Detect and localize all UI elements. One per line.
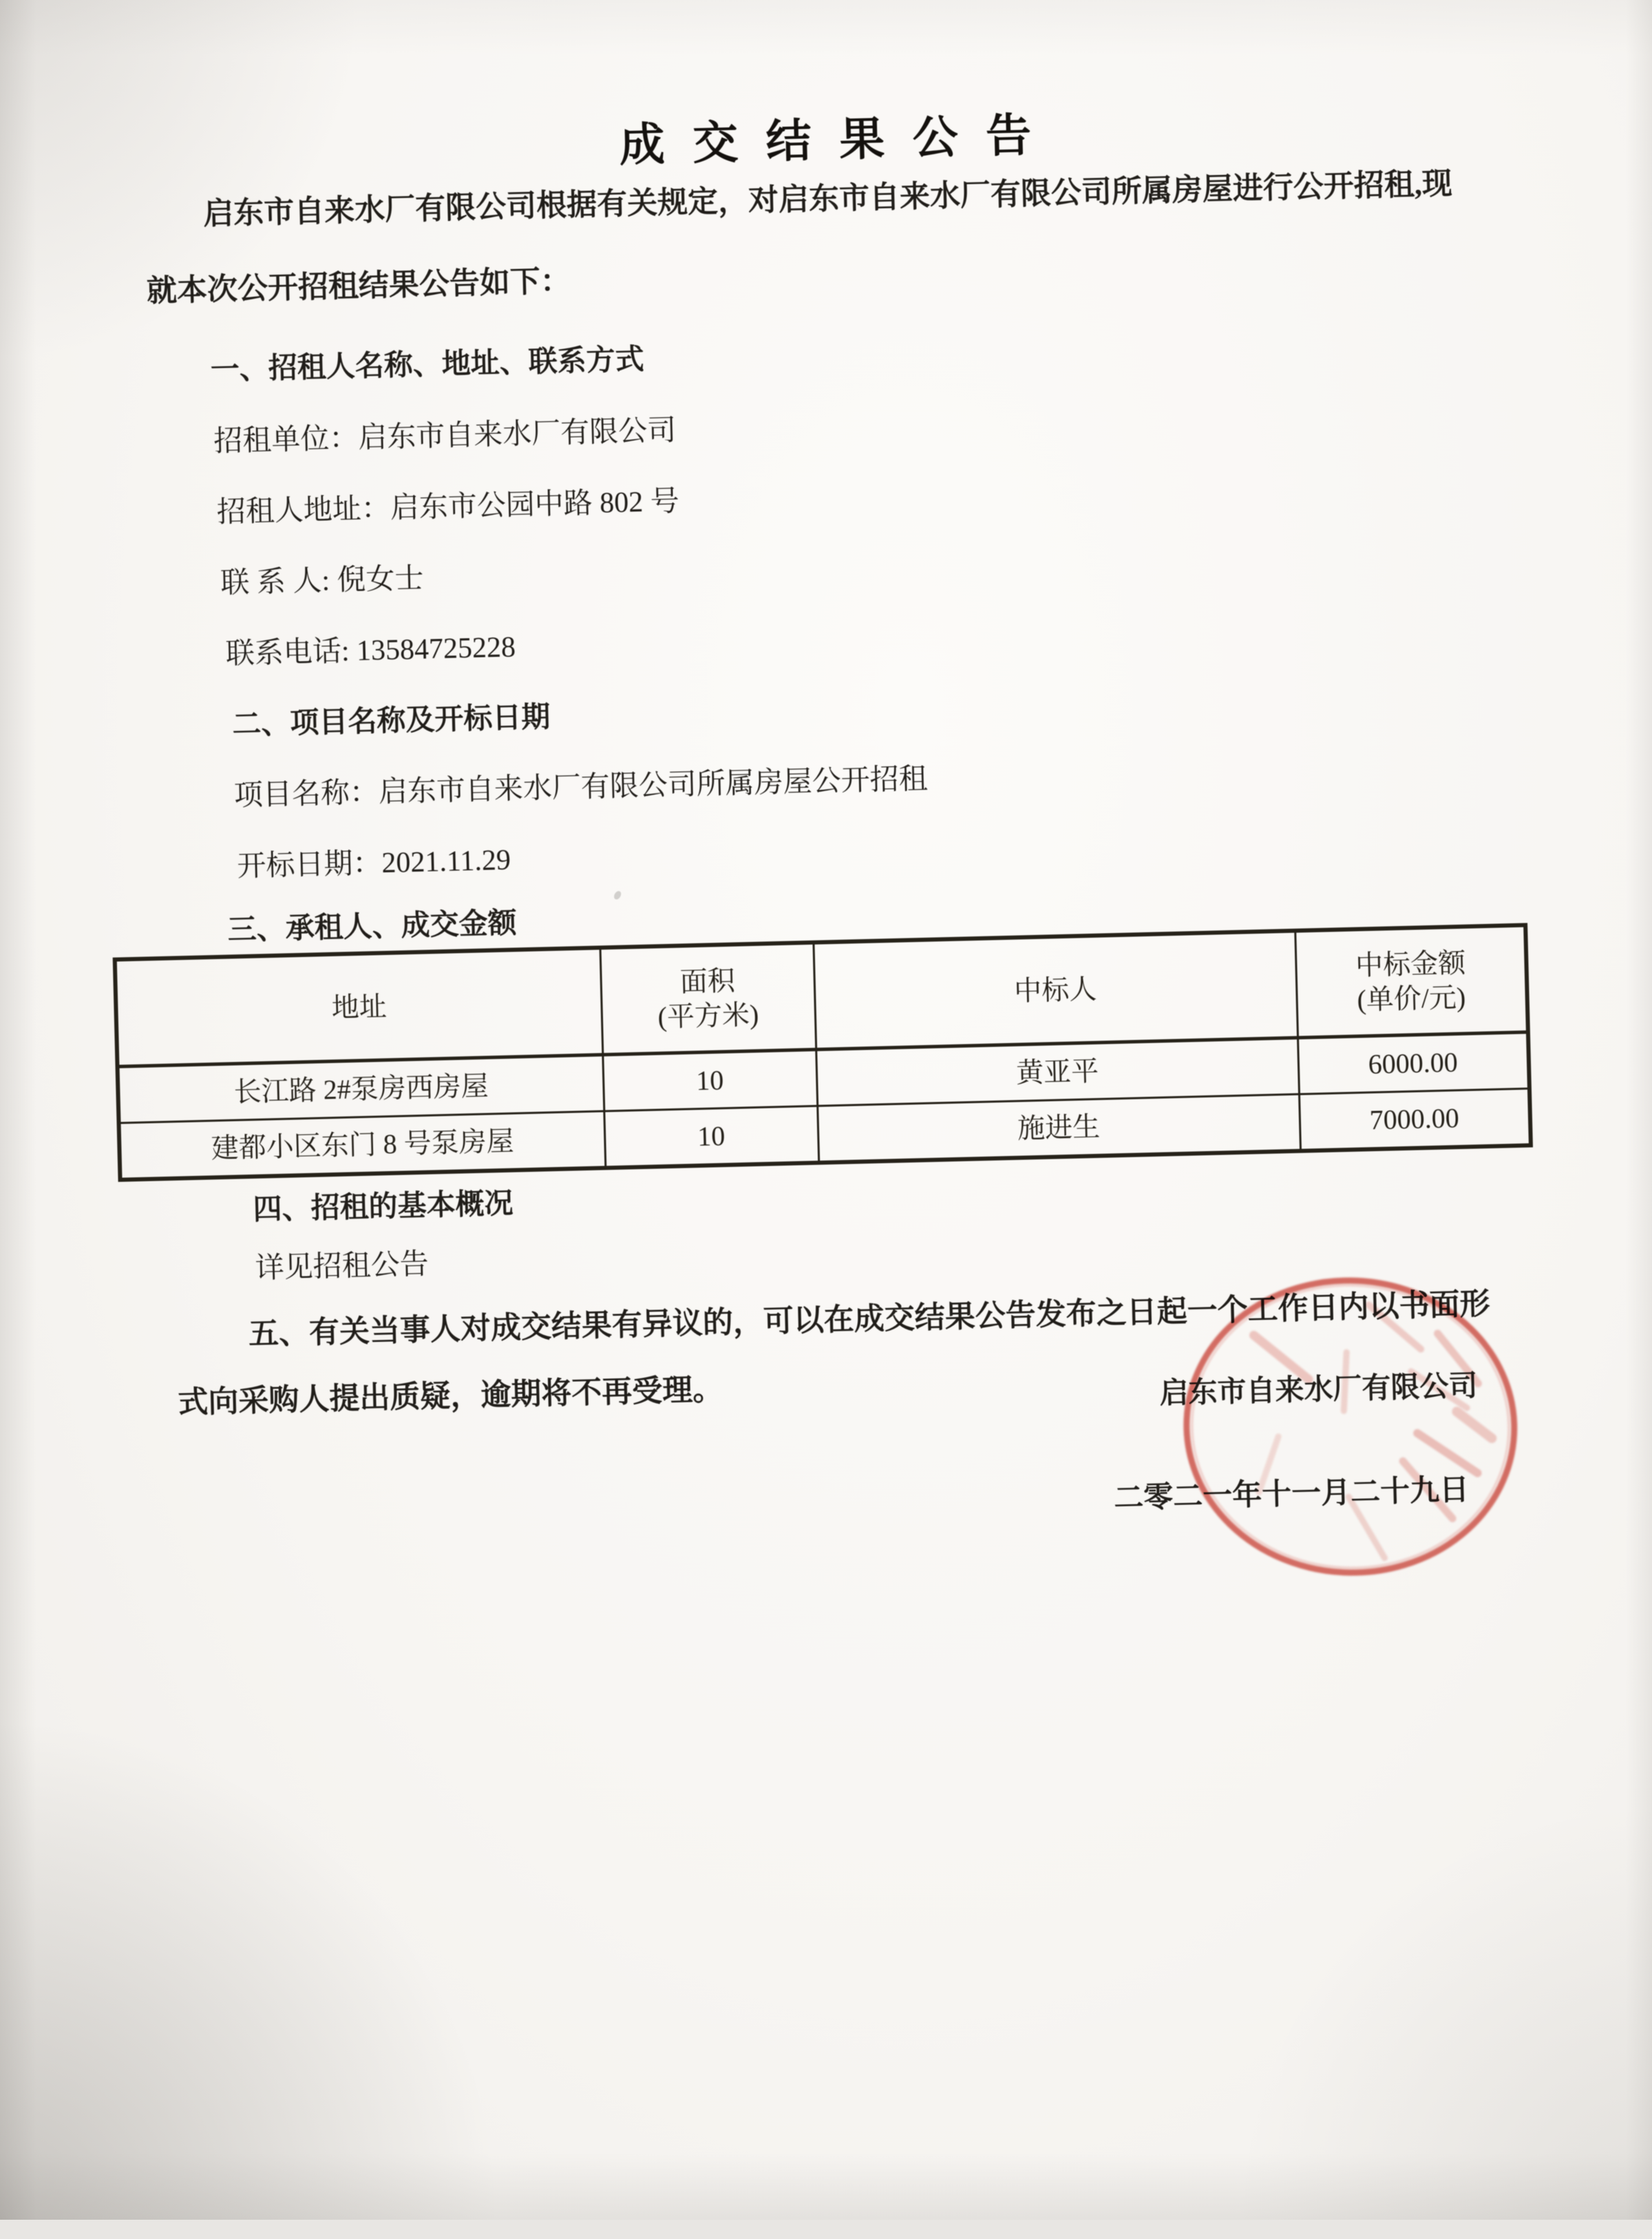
cell-winner: 施进生 <box>817 1094 1300 1163</box>
seal-smudges <box>1253 1302 1495 1561</box>
lessor-address: 招租人地址：启东市公园中路 802 号 <box>216 485 680 529</box>
cell-address: 长江路 2#泵房西房屋 <box>118 1055 604 1123</box>
col-header-address-label: 地址 <box>331 991 388 1023</box>
signature-date: 二零二一年十一月二十九日 <box>1113 1473 1470 1515</box>
project-name: 项目名称：启东市自来水厂有限公司所属房屋公开招租 <box>233 763 929 812</box>
col-header-area <box>600 943 816 1055</box>
section1-heading: 一、招租人名称、地址、联系方式 <box>210 344 645 386</box>
pencil-mark <box>613 890 622 901</box>
document-title: 成 交 结 果 公 告 <box>618 110 1041 171</box>
intro-line-2: 就本次公开招租结果公告如下： <box>146 264 571 308</box>
col-header-amount-line1: 中标金额 <box>1355 947 1466 981</box>
section2-heading: 二、项目名称及开标日期 <box>231 702 551 742</box>
section5-line-1: 五、有关当事人对成交结果有异议的，可以在成交结果公告发布之日起一个工作日内以书面形 <box>248 1287 1491 1352</box>
section4-body: 详见招租公告 <box>255 1248 430 1285</box>
section5-line-2: 式向采购人提出质疑，逾期将不再受理。 <box>177 1372 723 1420</box>
cell-winner: 黄亚平 <box>816 1038 1299 1106</box>
intro-line-1: 启东市自来水厂有限公司根据有关规定，对启东市自来水厂有限公司所属房屋进行公开招租,现 <box>202 166 1453 231</box>
col-header-area-line2: (平方米) <box>657 998 759 1033</box>
cell-amount: 7000.00 <box>1299 1089 1531 1151</box>
bid-open-date: 开标日期：2021.11.29 <box>236 844 511 883</box>
col-header-address <box>115 947 603 1066</box>
col-header-winner <box>813 931 1298 1050</box>
col-header-amount <box>1295 925 1528 1038</box>
section4-heading: 四、招租的基本概况 <box>253 1188 514 1226</box>
col-header-winner-label: 中标人 <box>1013 973 1097 1007</box>
section3-heading: 三、承租人、成交金额 <box>227 907 518 947</box>
cell-amount: 6000.00 <box>1298 1032 1529 1094</box>
lessor-unit: 招租单位：启东市自来水厂有限公司 <box>213 414 677 458</box>
cell-address: 建都小区东门 8 号泵房屋 <box>119 1111 606 1180</box>
col-header-amount-line2: (单价/元) <box>1357 981 1466 1016</box>
cell-area: 10 <box>604 1106 818 1168</box>
result-table <box>113 923 1533 1182</box>
col-header-area-line1: 面积 <box>679 965 736 998</box>
contact-person: 联 系 人: 倪女士 <box>220 563 425 600</box>
contact-phone: 联系电话: 13584725228 <box>225 631 516 671</box>
cell-area: 10 <box>602 1049 817 1111</box>
signature-company: 启东市自来水厂有限公司 <box>1159 1370 1479 1410</box>
